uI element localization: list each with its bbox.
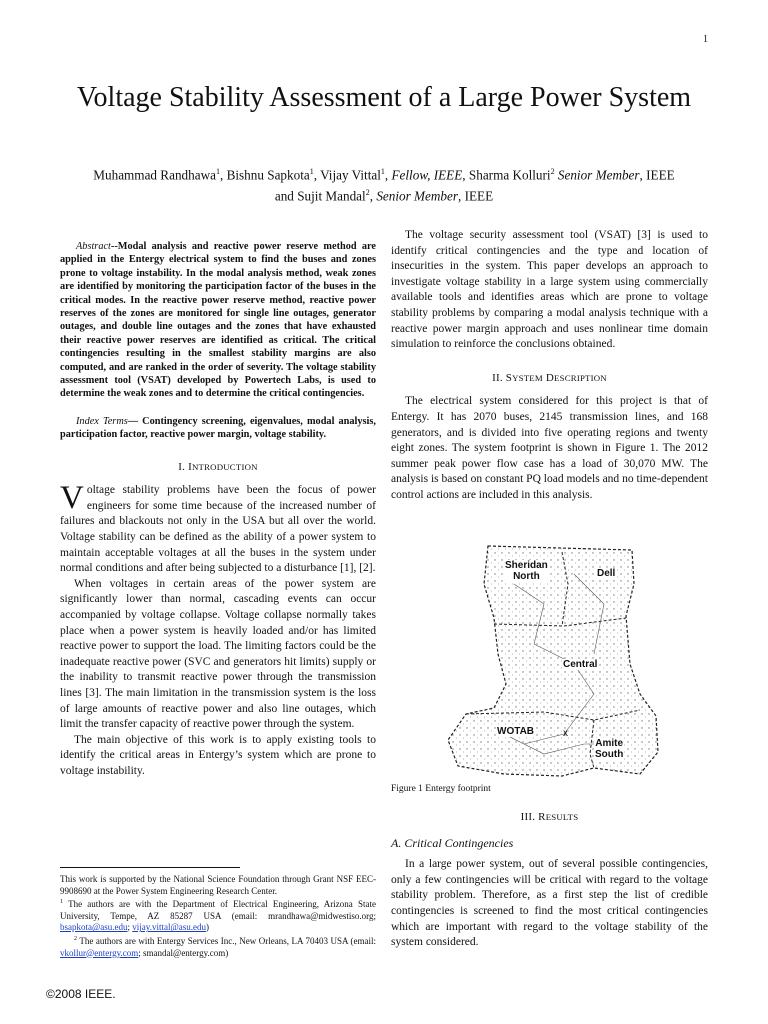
author-4-title: Senior Member [557, 167, 640, 183]
affiliation-mark: 1 [380, 167, 385, 176]
author-2: Bishnu Sapkota [226, 167, 310, 183]
footnote-2-end: ; smandal@entergy.com) [138, 947, 229, 958]
closing-paren: ) [205, 922, 209, 933]
abstract [60, 240, 376, 401]
footnote-rule [60, 867, 240, 868]
author-5: Sujit Mandal [297, 188, 366, 204]
region-label-wotab: WOTAB [497, 726, 535, 737]
abstract-text: --Modal analysis and reactive power reserve method are applied in the Entergy electrical system to find the buses and zones prone to voltage instability. In the modal analysis method, weak zones are identified by monitoring the participation factor of the buses in the critical modes. In the reactive power reserve method, reactive power reserves of the zones are monitored for single line outages, generator outages, and double line outages and the zones that have exhausted their reactive power reserves are identified as critical. The critical contingencies resulting in the smallest stability margins are also computed, and are ranked in the order of severity. The voltage stability assessment tool (VSAT) developed by Powertech Labs, is used to determine the weak zones and to determine the critical contingencies. [60, 241, 376, 400]
region-name: North [513, 571, 540, 582]
region-name: South [595, 749, 624, 760]
footprint-outline [448, 546, 658, 776]
drop-cap: V [60, 480, 84, 517]
author-1: Muhammad Randhawa [93, 167, 216, 183]
page-number: 1 [703, 34, 708, 45]
heading-initial: S [505, 371, 513, 384]
heading-rest: ESCRIPTION [554, 372, 607, 383]
results-paragraph: In a large power system, out of several possible contingencies, only a few contingencies will be critical with regard to the voltage stability problem. Therefore, as a first step the list of credible contingencies is screened to find the most critical contingencies which are important with regard to the voltage stability of the system considered. [391, 858, 708, 949]
index-terms [60, 415, 376, 442]
copyright: ©2008 IEEE. [46, 987, 116, 1001]
entergy-footprint-map [444, 544, 716, 780]
region-name: Sheridan [505, 560, 548, 571]
figure-caption: Figure 1 Entergy footprint [391, 784, 491, 794]
footnote-1 [60, 897, 376, 934]
footnote-funding: This work is supported by the National Science Foundation through Grant NSF EEC-9908690 at the Power System Engineering Research Center. [60, 874, 376, 896]
author-3-title: Fellow, IEEE [391, 167, 463, 183]
heading-initial: D [545, 371, 555, 384]
system-description-paragraph: The electrical system considered for this project is that of Entergy. It has 2070 buses, 2145 transmission lines, and 168 generators, and is divided into five operating regions and twenty eight zones. The system footprint is shown in Figure 1. The 2012 summer peak power flow case has a load of 30,070 MW. The analysis is based on constant PQ load models and no time-dependent control actions are included in this analysis. [391, 395, 708, 501]
footnote-1-text: The authors are with the Department of Electrical Engineering, Arizona State University, Tempe, AZ 85287 USA (email: mrandhawa@midwestiso.org; [60, 899, 376, 921]
abstract-label: Abstract [76, 241, 111, 252]
intro-paragraph-1-text: oltage stability problems have been the focus of power engineers for some time because of the increased number of failures and blackouts not only in the USA but all over the world. Voltage stability can be defined as the ability of a power system to maintain acceptable voltages at all the buses in the system under normal conditions and after being subjected to a disturbance [1], [2]. [60, 484, 376, 575]
map-marker-x: x [563, 728, 568, 739]
vsat-paragraph: The voltage security assessment tool (VSAT) [3] is used to identify critical contingencies and the type and location of insecurities in the system. This paper develops an approach to investigate voltage stability in a large system using commercially available tools and identifies areas which are prone to voltage stability problems by comparing a modal analysis technique with a reactive power margin approach and uses nonlinear time domain simulation to reinforce the conclusions obtained. [391, 229, 708, 351]
left-column [60, 240, 376, 780]
ieee-label: IEEE [464, 188, 494, 204]
region-name: Amite [595, 738, 624, 749]
footnote-mark: 1 [60, 899, 63, 906]
email-link-vittal[interactable]: vijay.vittal@asu.edu [132, 922, 206, 933]
right-column [391, 228, 708, 504]
region-label-dell: Dell [597, 568, 616, 579]
section-heading-results [391, 810, 708, 826]
email-link-sapkota[interactable]: bsapkota@asu.edu [60, 922, 128, 933]
intro-paragraph-2: When voltages in certain areas of the power system are significantly lower than normal, cascading events can occur accompanied by voltage collapse. Voltage collapse normally takes place when a power system is heavily loaded and/or has limited reactive power to support the load. The limiting factors could be the inadequate reactive power (SVC and generators hit limits) supply or the inability to transmit reactive power through the transmission lines [3]. The main limitation in the transmission system is the loss of large amounts of reactive power and also line outages, which limit the transfer capacity of reactive power through the system. [60, 577, 376, 731]
section-heading-introduction [60, 460, 376, 476]
heading-rest: ESULTS [545, 812, 579, 822]
author-list: Muhammad Randhawa$^1$, Bishnu Sapkota$^1$, Vijay Vittal$^1$, Fellow, IEEE, Sharma Kolluri$^2$ Senior Member, IEEE and Sujit Mandal$^2$, Senior Member, IEEE [93, 167, 675, 204]
ieee-label: IEEE [646, 167, 675, 183]
author-5-title: Senior Member [376, 188, 458, 204]
heading-rest: NTRODUCTION [191, 461, 258, 472]
affiliation-mark: 1 [309, 167, 314, 176]
section-number: II. [492, 371, 503, 384]
region-label-sheridan-north [504, 560, 549, 582]
email-link-kolluri[interactable]: vkollur@entergy.com [60, 947, 139, 958]
separator: ; [127, 922, 133, 933]
conjunction: and [274, 188, 294, 204]
footnote-2 [60, 934, 376, 959]
affiliation-mark: 1 [215, 167, 220, 176]
heading-initial: R [538, 811, 546, 823]
section-number: III. [520, 811, 536, 823]
subsection-heading-critical-contingencies: A. Critical Contingencies [391, 835, 514, 850]
results-section [391, 810, 708, 951]
index-terms-label: Index Terms [76, 415, 128, 427]
section-number: I. [178, 460, 186, 473]
intro-paragraph-3: The main objective of this work is to apply existing tools to identify the critical areas in Entergy’s system which are prone to voltage instability. [60, 733, 376, 777]
footnotes [60, 867, 376, 959]
paper-title: Voltage Stability Assessment of a Large Power System [76, 82, 692, 113]
heading-initial: I [188, 460, 192, 473]
intro-paragraph-1 [60, 480, 376, 577]
region-label-amite-south [594, 738, 624, 760]
affiliation-mark: 2 [365, 188, 370, 198]
footnote-2-text: The authors are with Entergy Services Inc., New Orleans, LA 70403 USA (email: [77, 935, 376, 946]
region-label-central: Central [563, 659, 598, 670]
footnote-mark: 2 [74, 935, 77, 942]
heading-rest: YSTEM [512, 372, 543, 383]
author-3: Vijay Vittal [320, 167, 381, 183]
section-heading-system-description [391, 371, 708, 387]
index-terms-text: — Contingency screening, eigenvalues, modal analysis, participation factor, reactive power margin, voltage stability. [60, 415, 376, 441]
author-4: Sharma Kolluri [468, 167, 551, 183]
affiliation-mark: 2 [550, 167, 555, 176]
